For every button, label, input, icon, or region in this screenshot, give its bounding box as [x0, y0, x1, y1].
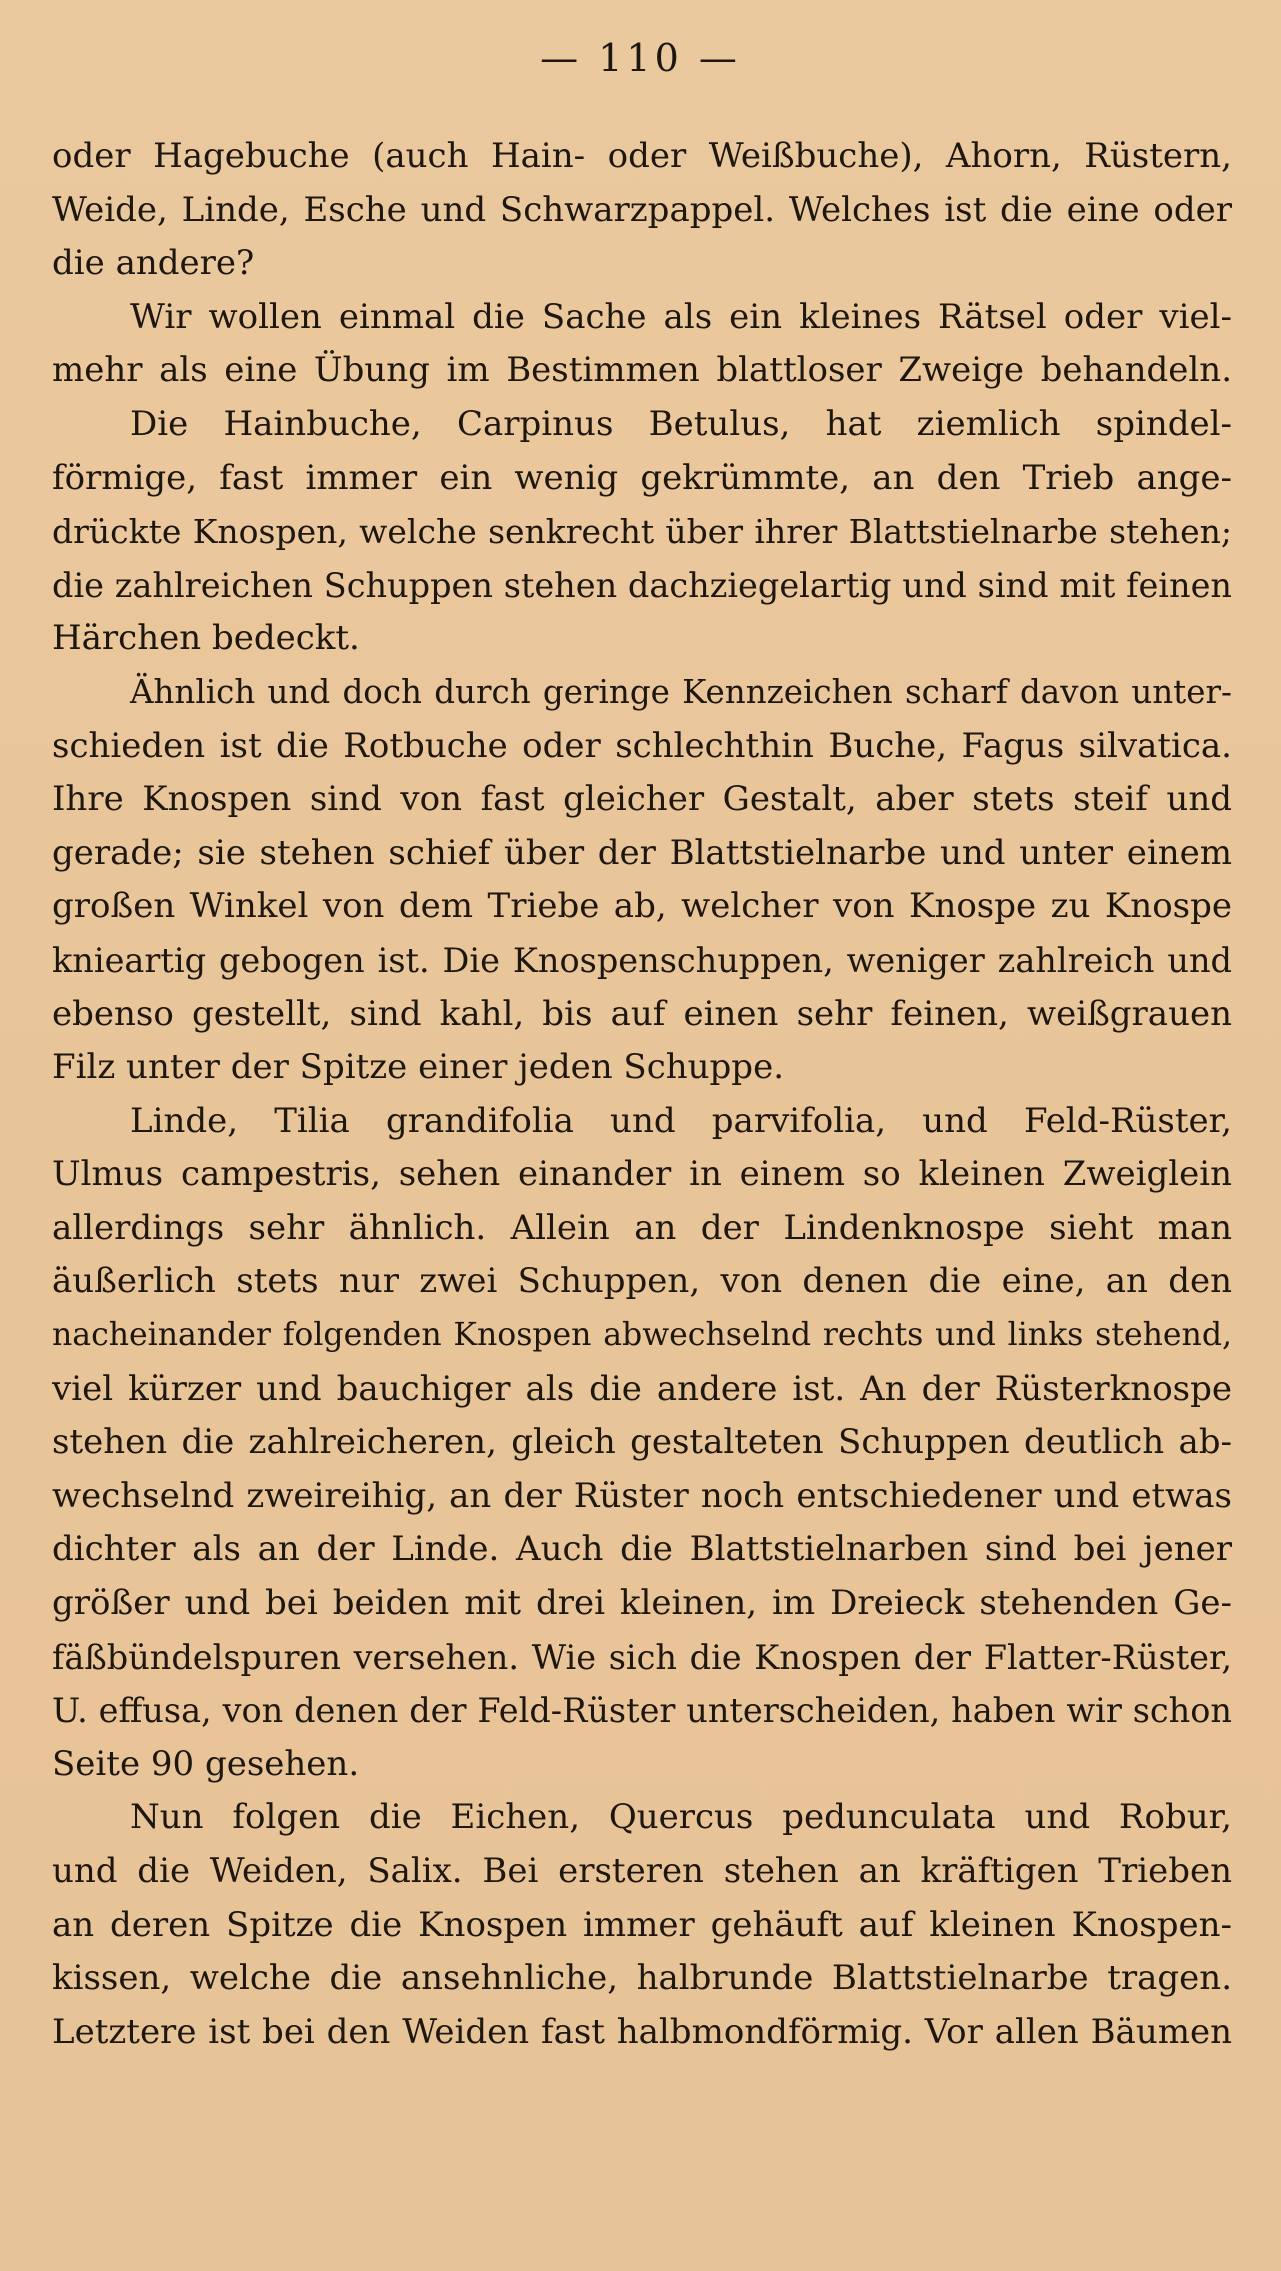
text-line: kissen, welche die ansehnliche, halbrunde Blattstielnarbe tragen.	[52, 1958, 1232, 1999]
page-number: — 110 —	[540, 36, 741, 80]
text-line: fäßbündelspuren versehen. Wie sich die Knospen der Flatter-Rüster,	[52, 1637, 1232, 1677]
text-line: gerade; sie stehen schief über der Blattstielnarbe und unter einem	[52, 832, 1232, 873]
text-line: schieden ist die Rotbuche oder schlechthin Buche, Fagus silvatica.	[52, 725, 1232, 766]
text-line: nacheinander folgenden Knospen abwechselnd rechts und links stehend,	[52, 1317, 1232, 1354]
text-line: Linde, Tilia grandifolia und parvifolia, und Feld-Rüster,	[130, 1100, 1232, 1141]
text-line: knieartig gebogen ist. Die Knospenschuppen, weniger zahlreich und	[52, 940, 1232, 980]
text-line: Weide, Linde, Esche und Schwarzpappel. Welches ist die eine oder	[52, 189, 1232, 230]
text-line: stehen die zahlreicheren, gleich gestalteten Schuppen deutlich ab-	[52, 1422, 1232, 1463]
text-line: U. effusa, von denen der Feld-Rüster unterscheiden, haben wir schon	[52, 1691, 1232, 1731]
text-line: wechselnd zweireihig, an der Rüster noch entschiedener und etwas	[52, 1475, 1232, 1516]
text-line: allerdings sehr ähnlich. Allein an der Lindenknospe sieht man	[52, 1207, 1232, 1248]
text-line: oder Hagebuche (auch Hain- oder Weißbuche), Ahorn, Rüstern,	[52, 136, 1232, 176]
text-line: die zahlreichen Schuppen stehen dachziegelartig und sind mit feinen	[52, 565, 1232, 605]
text-line: mehr als eine Übung im Bestimmen blattloser Zweige behandeln.	[52, 350, 1232, 391]
text-line: Ihre Knospen sind von fast gleicher Gestalt, aber stets steif und	[52, 779, 1232, 820]
text-line: äußerlich stets nur zwei Schuppen, von denen die eine, an den	[52, 1261, 1232, 1302]
text-line: Ulmus campestris, sehen einander in einem so kleinen Zweiglein	[52, 1154, 1232, 1195]
text-line: Nun folgen die Eichen, Quercus pedunculata und Robur,	[130, 1797, 1232, 1838]
text-line: Filz unter der Spitze einer jeden Schuppe.	[52, 1047, 784, 1088]
text-line: Letztere ist bei den Weiden fast halbmondförmig. Vor allen Bäumen	[52, 2011, 1232, 2052]
text-line: Die Hainbuche, Carpinus Betulus, hat ziemlich spindel-	[130, 403, 1232, 444]
text-line: dichter als an der Linde. Auch die Blattstielnarben sind bei jener	[52, 1529, 1232, 1570]
text-line: Härchen bedeckt.	[52, 618, 360, 659]
text-line: an deren Spitze die Knospen immer gehäuft auf kleinen Knospen-	[52, 1904, 1232, 1945]
text-line: Seite 90 gesehen.	[52, 1743, 360, 1784]
text-line: großen Winkel von dem Triebe ab, welcher von Knospe zu Knospe	[52, 886, 1232, 927]
text-line: die andere?	[52, 243, 255, 284]
text-line: Ähnlich und doch durch geringe Kennzeichen scharf davon unter-	[130, 672, 1232, 711]
text-line: Wir wollen einmal die Sache als ein kleines Rätsel oder viel-	[130, 296, 1232, 337]
text-line: größer und bei beiden mit drei kleinen, im Dreieck stehenden Ge-	[52, 1583, 1232, 1624]
text-line: viel kürzer und bauchiger als die andere ist. An der Rüsterknospe	[52, 1368, 1232, 1409]
text-line: und die Weiden, Salix. Bei ersteren stehen an kräftigen Trieben	[52, 1851, 1232, 1891]
text-line: förmige, fast immer ein wenig gekrümmte, an den Trieb ange-	[52, 457, 1232, 498]
text-line: drückte Knospen, welche senkrecht über ihrer Blattstielnarbe stehen;	[52, 512, 1232, 552]
body-text	[52, 130, 1232, 2059]
text-line: ebenso gestellt, sind kahl, bis auf einen sehr feinen, weißgrauen	[52, 993, 1232, 1034]
